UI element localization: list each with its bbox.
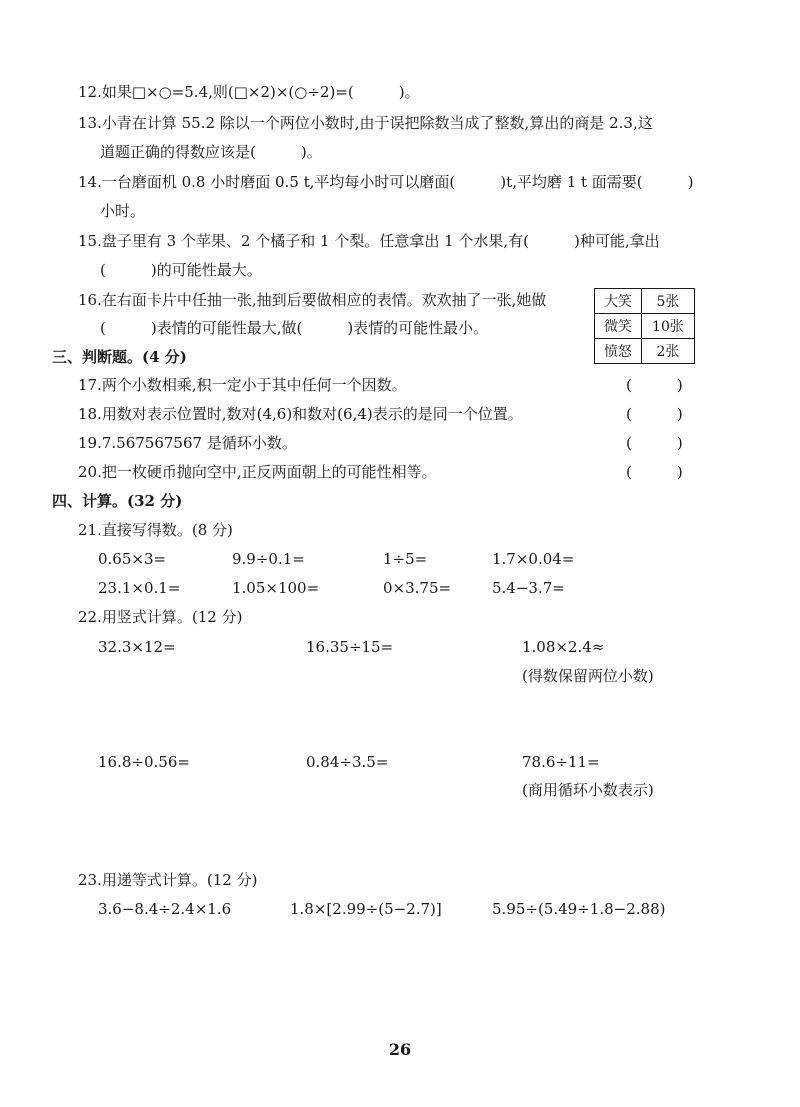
answer-paren-20[interactable]: ( ) xyxy=(626,463,683,481)
answer-paren-18[interactable]: ( ) xyxy=(626,405,683,423)
mental-calc-item: 1.05×100= xyxy=(232,579,320,597)
question-16-line2: ( )表情的可能性最大,做( )表情的可能性最小。 xyxy=(100,319,489,337)
card-expression: 愤怒 xyxy=(595,339,642,364)
vertical-calc-item: 16.35÷15= xyxy=(306,638,394,656)
vertical-calc-item: 16.8÷0.56= xyxy=(98,753,190,771)
answer-paren-17[interactable]: ( ) xyxy=(626,376,683,394)
card-table xyxy=(594,288,695,364)
vertical-calc-item: 1.08×2.4≈ xyxy=(522,638,605,656)
mental-calc-item: 5.4−3.7= xyxy=(492,579,565,597)
card-expression: 大笑 xyxy=(595,289,642,314)
mental-calc-item: 23.1×0.1= xyxy=(98,579,181,597)
question-20: 20.把一枚硬币抛向空中,正反两面朝上的可能性相等。 xyxy=(78,463,437,481)
card-expression: 微笑 xyxy=(595,314,642,339)
rounding-note: (得数保留两位小数) xyxy=(522,667,654,685)
card-row xyxy=(595,314,695,339)
question-17: 17.两个小数相乘,积一定小于其中任何一个因数。 xyxy=(78,376,407,394)
question-23-title: 23.用递等式计算。(12 分) xyxy=(78,871,258,889)
step-calc-item: 3.6−8.4÷2.4×1.6 xyxy=(98,900,232,918)
card-row xyxy=(595,289,695,314)
question-19: 19.7.567567567 是循环小数。 xyxy=(78,434,297,452)
repeating-decimal-note: (商用循环小数表示) xyxy=(522,781,654,799)
card-count: 10张 xyxy=(641,314,694,339)
vertical-calc-item: 78.6÷11= xyxy=(522,753,600,771)
question-18: 18.用数对表示位置时,数对(4,6)和数对(6,4)表示的是同一个位置。 xyxy=(78,405,523,423)
page-number: 26 xyxy=(388,1040,412,1059)
question-13-line2: 道题正确的得数应该是( )。 xyxy=(100,143,322,161)
question-21-title: 21.直接写得数。(8 分) xyxy=(78,521,233,539)
question-15-line1: 15.盘子里有 3 个苹果、2 个橘子和 1 个梨。任意拿出 1 个水果,有( )种可能,拿出 xyxy=(78,232,660,250)
mental-calc-item: 0×3.75= xyxy=(383,579,452,597)
vertical-calc-item: 0.84÷3.5= xyxy=(306,753,389,771)
mental-calc-item: 0.65×3= xyxy=(98,550,167,568)
question-15-line2: ( )的可能性最大。 xyxy=(100,261,262,279)
section-4-heading: 四、计算。(32 分) xyxy=(52,492,183,510)
mental-calc-item: 9.9÷0.1= xyxy=(232,550,305,568)
mental-calc-item: 1÷5= xyxy=(383,550,428,568)
step-calc-item: 5.95÷(5.49÷1.8−2.88) xyxy=(492,900,666,918)
question-14-line1: 14.一台磨面机 0.8 小时磨面 0.5 t,平均每小时可以磨面( )t,平均磨 1 t 面需要( ) xyxy=(78,173,694,191)
step-calc-item: 1.8×[2.99÷(5−2.7)] xyxy=(290,900,442,918)
vertical-calc-item: 32.3×12= xyxy=(98,638,176,656)
question-12: 12.如果□×○=5.4,则(□×2)×(○÷2)=( )。 xyxy=(78,83,420,101)
card-count: 2张 xyxy=(641,339,694,364)
question-22-title: 22.用竖式计算。(12 分) xyxy=(78,608,243,626)
question-16-line1: 16.在右面卡片中任抽一张,抽到后要做相应的表情。欢欢抽了一张,她做 xyxy=(78,291,547,309)
mental-calc-item: 1.7×0.04= xyxy=(492,550,575,568)
question-14-line2: 小时。 xyxy=(100,202,146,220)
question-13-line1: 13.小青在计算 55.2 除以一个两位小数时,由于误把除数当成了整数,算出的商是 2.3,这 xyxy=(78,114,653,132)
section-3-heading: 三、判断题。(4 分) xyxy=(52,348,187,366)
card-row xyxy=(595,339,695,364)
card-count: 5张 xyxy=(641,289,694,314)
answer-paren-19[interactable]: ( ) xyxy=(626,434,683,452)
